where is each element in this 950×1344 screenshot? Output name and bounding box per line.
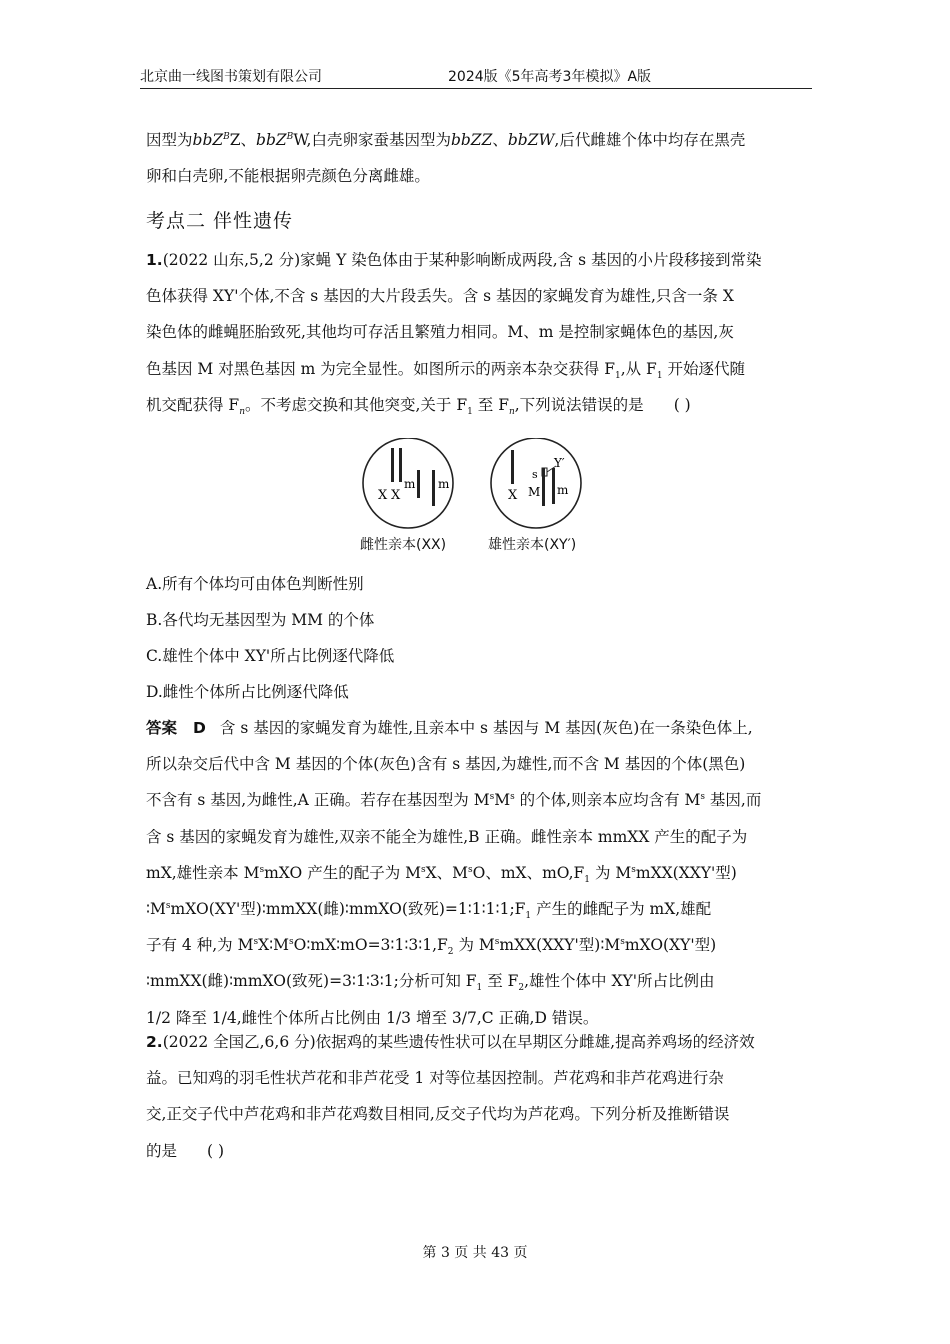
answer-line-6: $∶M^smXO(XY'$型)∶mmXX(雌)∶mmXO(致死)$=1∶1∶1∶1;F_1$ 产生的雌配子为 mX,雄配: [146, 900, 712, 922]
answer-explanation: [146, 710, 810, 1036]
answer-line-1: 答案 D 含 s 基因的家蝇发育为雄性,且亲本中 s 基因与 M 基因(灰色)在一条染色体上,: [146, 719, 753, 737]
answer-line-7: 子有 4 种,为 $M^sX∶M^sO∶mX∶mO=3∶1∶3∶1,F_2$ 为 $M^smXX(XXY'$型)$∶M^smXO(XY'$型): [146, 936, 717, 958]
q2-answer-blank: ( ): [207, 1141, 225, 1160]
female-x-chromosome-2: [399, 448, 402, 482]
page-header: [140, 66, 812, 88]
label-x2: X: [391, 488, 401, 503]
label-m2: m: [438, 477, 450, 491]
label-m3: m: [557, 483, 569, 497]
answer-line-4: 含 s 基因的家蝇发育为雄性,双亲不能全为雄性,B 正确。雌性亲本 mmXX 产生的配子为: [146, 827, 748, 846]
answer-line-2: 所以杂交后代中含 M 基因的个体(灰色)含有 s 基因,为雄性,而不含 M 基因的个体(黑色): [146, 755, 746, 774]
label-y-prime: Y′: [554, 456, 565, 470]
q1-line-2: 色体获得 XY'个体,不含 s 基因的大片段丢失。含 s 基因的家蝇发育为雄性,只含一条 X: [146, 287, 734, 306]
intro-line-1: 因型为bbZ$^B$Z、bbZ$^B$W,白壳卵家蚕基因型为bbZZ、bbZW,后代雌雄个体中均存在黑壳: [146, 131, 746, 149]
intro-paragraph: [146, 122, 810, 194]
q2-line-2: 益。已知鸡的羽毛性状芦花和非芦花受 1 对等位基因控制。芦花鸡和非芦花鸡进行杂: [146, 1069, 724, 1088]
header-publisher: 北京曲一线图书策划有限公司: [140, 69, 322, 85]
label-M: M: [528, 485, 541, 499]
answer-line-9: 1/2 降至 1/4,雌性个体所占比例由 1/3 增至 3/7,C 正确,D 错误。: [146, 1008, 599, 1027]
chromosome-figure: [360, 438, 592, 558]
female-caption: 雌性亲本(XX): [360, 537, 447, 553]
label-m1: m: [404, 477, 416, 491]
male-autosome-2: [552, 468, 555, 504]
option-a: A.所有个体均可由体色判断性别: [146, 575, 364, 593]
chromosome-diagram: [360, 438, 592, 534]
option-b: B.各代均无基因型为 MM 的个体: [146, 611, 375, 629]
question-1: [146, 242, 810, 423]
q1-answer-blank: ( ): [673, 395, 691, 414]
option-c: C.雄性个体中 XY'所占比例逐代降低: [146, 647, 395, 665]
option-d: D.雌性个体所占比例逐代降低: [146, 683, 349, 701]
female-autosome-1: [417, 470, 420, 498]
q2-line-3: 交,正交子代中芦花鸡和非芦花鸡数目相同,反交子代均为芦花鸡。下列分析及推断错误: [146, 1105, 730, 1124]
label-x1: X: [378, 488, 388, 503]
header-book-title: 2024版《5年高考3年模拟》A版: [448, 69, 652, 85]
female-autosome-2: [432, 470, 435, 506]
q1-line-5: 机交配获得 $F_n$。不考虑交换和其他突变,关于 $F_1$ 至 $F_n$,下列说法错误的是 ( ): [146, 395, 691, 417]
section-title: 考点二 伴性遗传: [146, 210, 294, 232]
answer-line-8: ∶mmXX(雌)∶mmXO(致死)=3∶1∶3∶1;分析可知 $F_1$ 至 $F_2$,雄性个体中 XY'所占比例由: [146, 972, 715, 994]
q1-line-1: 1.(2022 山东,5,2 分)家蝇 Y 染色体由于某种影响断成两段,含 s 基因的小片段移接到常染: [146, 251, 762, 269]
header-rule: [140, 88, 812, 89]
answer-line-3: 不含有 s 基因,为雌性,A 正确。若存在基因型为 $M^sM^s$ 的个体,则亲本应均含有 $M^s$ 基因,而: [146, 791, 762, 810]
answer-label: 答案: [146, 719, 178, 737]
label-x3: X: [508, 488, 518, 503]
male-caption: 雄性亲本(XY′): [488, 537, 577, 553]
page-footer: 第 3 页 共 43 页: [422, 1245, 528, 1261]
q2-line-4: 的是 ( ): [146, 1141, 225, 1160]
q1-line-4: 色基因 M 对黑色基因 m 为完全显性。如图所示的两亲本杂交获得 $F_1$,从 $F_1$ 开始逐代随: [146, 359, 745, 381]
female-x-chromosome-1: [391, 448, 394, 482]
answer-letter: D: [193, 719, 206, 737]
question-2: [146, 1024, 810, 1169]
q2-line-1: 2.(2022 全国乙,6,6 分)依据鸡的某些遗传性状可以在早期区分雌雄,提高养鸡场的经济效: [146, 1033, 755, 1051]
intro-line-2: 卵和白壳卵,不能根据卵壳颜色分离雌雄。: [146, 167, 430, 186]
q1-line-3: 染色体的雌蝇胚胎致死,其他均可存活且繁殖力相同。M、m 是控制家蝇体色的基因,灰: [146, 323, 734, 342]
answer-line-5: mX,雄性亲本 $M^smXO$ 产生的配子为 $M^sX$、$M^sO$、mX、$mO,F_1$ 为 $M^smXX(XXY'$型): [146, 863, 737, 885]
label-s: s: [532, 468, 538, 481]
male-x-chromosome: [511, 450, 514, 484]
